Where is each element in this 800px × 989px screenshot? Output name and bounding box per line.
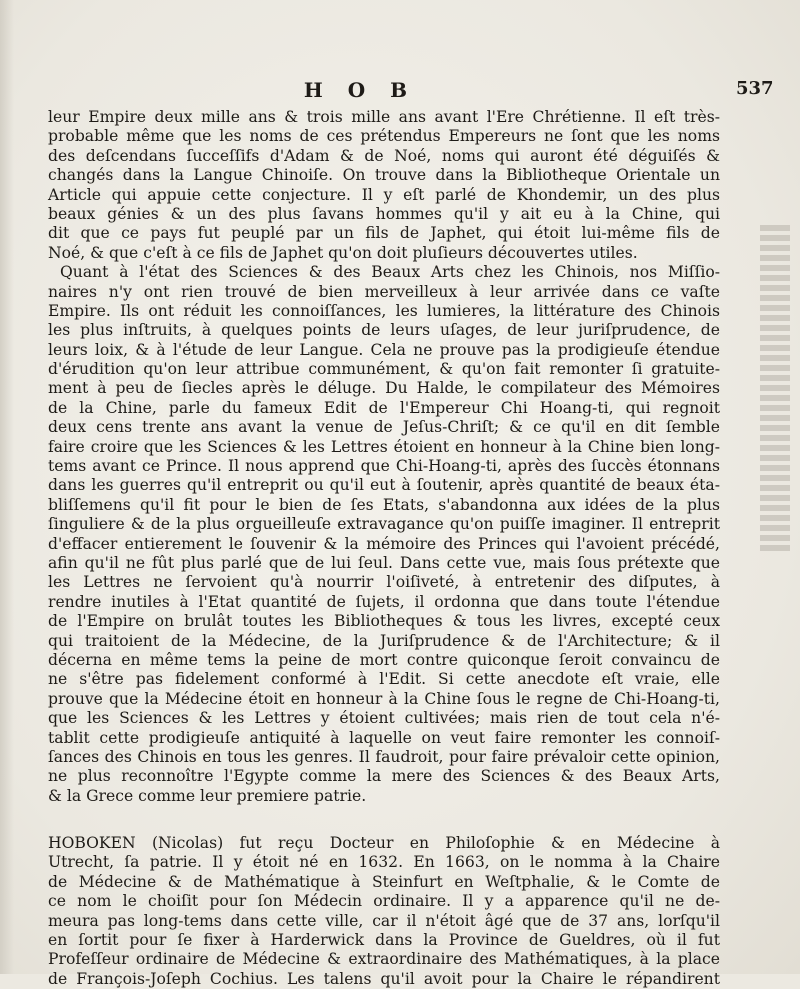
text-line: de François-Joſeph Cochius. Les talens qu'il avoit pour la Chaire le répandirent <box>48 969 720 988</box>
text-line: tems avant ce Prince. Il nous apprend que Chi-Hoang-ti, après des ſuccès étonnans <box>48 457 720 476</box>
text-line: de Médecine & de Mathématique à Steinfurt en Weſtphalie, & le Comte de <box>48 872 720 891</box>
text-line: meura pas long-tems dans cette ville, car il n'étoit âgé que de 37 ans, lorſqu'il <box>48 911 720 930</box>
text-line: d'érudition qu'on leur attribue communément, & qu'on fait remonter ſi gratuite- <box>48 360 720 379</box>
text-line: HOBOKEN (Nicolas) fut reçu Docteur en Philoſophie & en Médecine à <box>48 834 720 853</box>
text-line: ment à peu de ſiecles après le déluge. Du Halde, le compilateur des Mémoires <box>48 379 720 398</box>
text-line: afin qu'il ne fût plus parlé que de lui ſeul. Dans cette vue, mais ſous prétexte que <box>48 553 720 572</box>
text-line: dit que ce pays fut peuplé par un fils de Japhet, qui étoit lui-même fils de <box>48 224 720 243</box>
paragraph-sciences-arts <box>48 263 720 806</box>
text-line: que les Sciences & les Lettres y étoient cultivées; mais rien de tout cela n'é- <box>48 709 720 728</box>
text-line: ſinguliere & de la plus orgueilleuſe extravagance qu'on puiſſe imaginer. Il entreprit <box>48 515 720 534</box>
text-line: beaux génies & un des plus ſavans hommes qu'il y ait eu à la Chine, qui <box>48 204 720 223</box>
page-header <box>0 78 800 104</box>
text-line: ne s'être pas fidelement conformé à l'Edit. Si cette anecdote eſt vraie, elle <box>48 670 720 689</box>
text-line: d'effacer entierement le ſouvenir & la mémoire des Princes qui l'avoient précédé, <box>48 534 720 553</box>
page-shadow <box>0 0 14 974</box>
text-line: les plus inſtruits, à quelques points de leurs uſages, de leur juriſprudence, de <box>48 321 720 340</box>
page-number: 537 <box>736 78 774 99</box>
text-line: décerna en même tems la peine de mort contre quiconque ſeroit convaincu de <box>48 650 720 669</box>
text-line: ſances des Chinois en tous les genres. Il faudroit, pour faire prévaloir cette opinion, <box>48 747 720 766</box>
text-line: de la Chine, parle du fameux Edit de l'Empereur Chi Hoang-ti, qui regnoit <box>48 398 720 417</box>
text-line: dans les guerres qu'il entreprit ou qu'il eut à ſoutenir, après quantité de beaux éta- <box>48 476 720 495</box>
paragraph-chinese-empire <box>48 108 720 263</box>
text-line: des deſcendans ſucceſſifs d'Adam & de Noé, noms qui auront été déguiſés & <box>48 146 720 165</box>
text-line: prouve que la Médecine étoit en honneur à la Chine ſous le regne de Chi-Hoang-ti, <box>48 689 720 708</box>
text-line: deux cens trente ans avant la venue de Jeſus-Chriſt; & ce qu'il en dit ſemble <box>48 418 720 437</box>
text-line: ne plus reconnoître l'Egypte comme la mere des Sciences & des Beaux Arts, <box>48 767 720 786</box>
text-line: & la Grece comme leur premiere patrie. <box>48 786 367 805</box>
running-head: H O B <box>303 78 417 102</box>
text-line: ce nom le choiſit pour ſon Médecin ordinaire. Il y a apparence qu'il ne de- <box>48 892 720 911</box>
bleed-through-strip <box>760 225 790 555</box>
text-line: tablit cette prodigieuſe antiquité à laquelle on veut faire remonter les connoiſ- <box>48 728 720 747</box>
text-line: Empire. Ils ont réduit les connoiſſances, les lumieres, la littérature des Chinois <box>48 301 720 320</box>
text-line: Noé, & que c'eſt à ce fils de Japhet qu'on doit pluſieurs découvertes utiles. <box>48 243 638 262</box>
text-line: Profeſſeur ordinaire de Médecine & extraordinaire des Mathématiques, à la place <box>48 950 720 969</box>
text-line: qui traitoient de la Médecine, de la Juriſprudence & de l'Architecture; & il <box>48 631 720 650</box>
text-line: rendre inutiles à l'Etat quantité de ſujets, il ordonna que dans toute l'étendue <box>48 592 720 611</box>
paragraph-gap <box>48 806 720 834</box>
text-line: probable même que les noms de ces prétendus Empereurs ne ſont que les noms <box>48 127 720 146</box>
text-line: leurs loix, & à l'étude de leur Langue. Cela ne prouve pas la prodigieuſe étendue <box>48 340 720 359</box>
page-body <box>48 108 720 989</box>
text-line: de l'Empire on brulât toutes les Bibliotheques & tous les livres, excepté ceux <box>48 612 720 631</box>
text-line: Quant à l'état des Sciences & des Beaux Arts chez les Chinois, nos Miſſio- <box>60 263 720 282</box>
text-line: en ſortit pour ſe fixer à Harderwick dans la Province de Gueldres, où il fut <box>48 931 720 950</box>
text-line: faire croire que les Sciences & les Lettres étoient en honneur à la Chine bien long- <box>48 437 720 456</box>
text-line: les Lettres ne ſervoient qu'à nourrir l'oiſiveté, à entretenir des diſputes, à <box>48 573 720 592</box>
text-line: Utrecht, ſa patrie. Il y étoit né en 1632. En 1663, on le nomma à la Chaire <box>48 853 720 872</box>
text-line: bliſſemens qu'il fit pour le bien de ſes Etats, s'abandonna aux idées de la plus <box>48 495 720 514</box>
entry-hoboken <box>48 834 720 989</box>
text-line: naires n'y ont rien trouvé de bien merveilleux à leur arrivée dans ce vaſte <box>48 282 720 301</box>
text-line: changés dans la Langue Chinoiſe. On trouve dans la Bibliotheque Orientale un <box>48 166 720 185</box>
text-line: Article qui appuie cette conjecture. Il y eſt parlé de Khondemir, un des plus <box>48 185 720 204</box>
text-line: leur Empire deux mille ans & trois mille ans avant l'Ere Chrétienne. Il eſt très- <box>48 108 720 126</box>
